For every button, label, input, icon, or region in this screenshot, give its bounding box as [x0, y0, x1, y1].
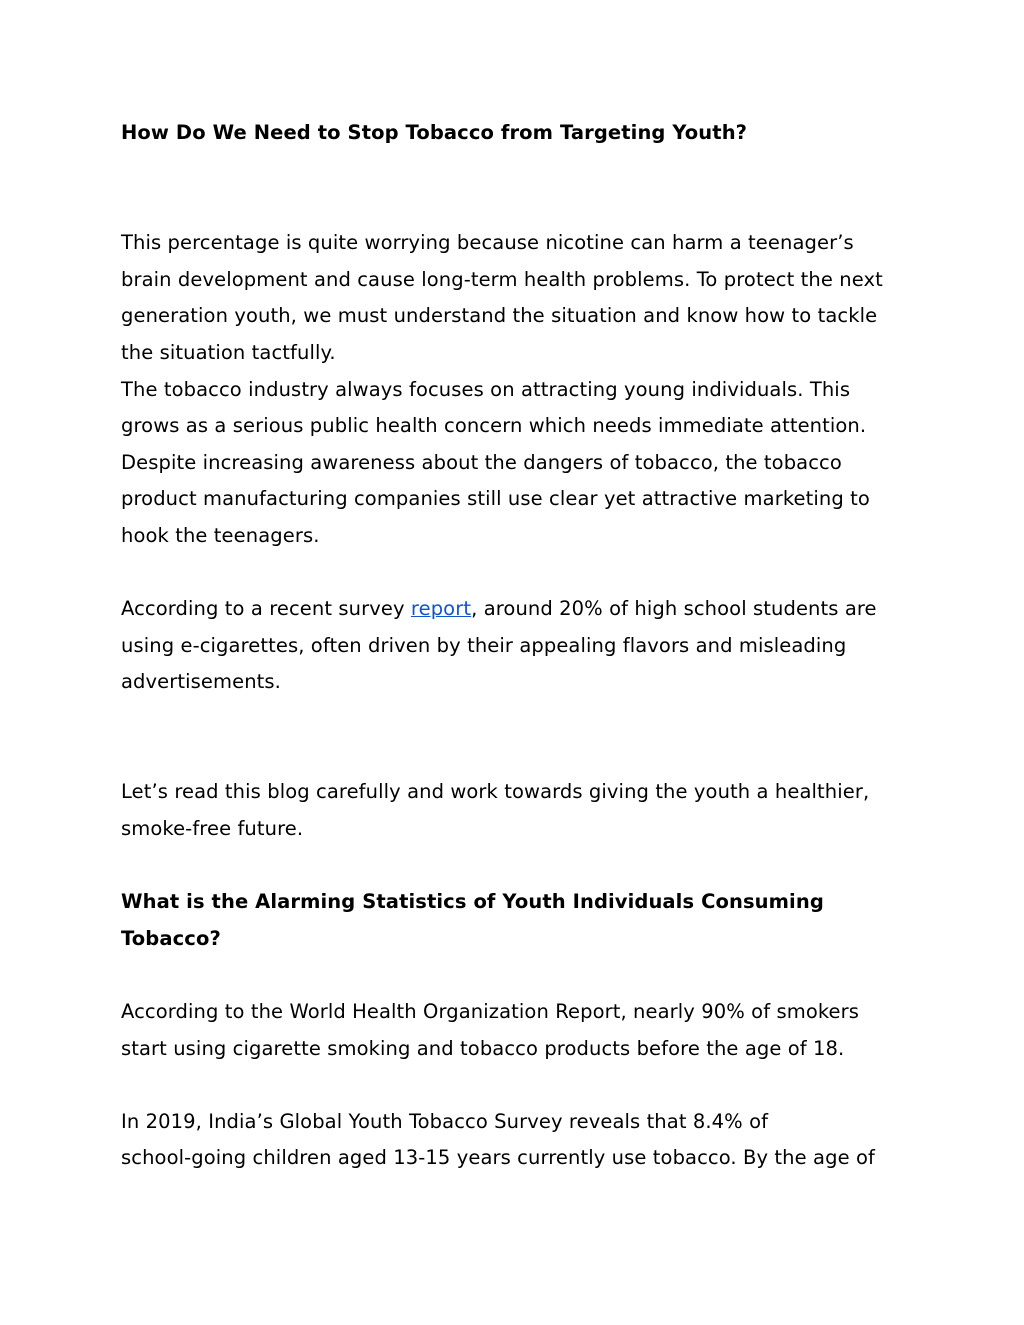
text-line-with-link [121, 597, 877, 621]
text-line: According to the World Health Organization Report, nearly 90% of smokers [121, 1000, 860, 1023]
text-line: Despite increasing awareness about the dangers of tobacco, the tobacco [121, 451, 842, 474]
text-line: using e-cigarettes, often driven by their appealing flavors and misleading [121, 634, 847, 657]
report-link[interactable]: report [410, 597, 472, 620]
text-line: generation youth, we must understand the situation and know how to tackle [121, 304, 878, 327]
text-line: brain development and cause long-term health problems. To protect the next [121, 268, 883, 291]
heading-line: What is the Alarming Statistics of Youth Individuals Consuming [121, 890, 824, 913]
text-line: smoke-free future. [121, 817, 304, 840]
text-line: Let’s read this blog carefully and work towards giving the youth a healthier, [121, 780, 870, 803]
document-title: How Do We Need to Stop Tobacco from Targeting Youth? [121, 121, 748, 144]
text-line: This percentage is quite worrying because nicotine can harm a teenager’s [121, 231, 854, 254]
text-line: hook the teenagers. [121, 524, 320, 547]
text-line: In 2019, India’s Global Youth Tobacco Survey reveals that 8.4% of [121, 1110, 769, 1133]
text-segment: , around 20% of high school students are [471, 597, 877, 620]
text-line: school-going children aged 13-15 years currently use tobacco. By the age of [121, 1146, 875, 1169]
text-line: advertisements. [121, 670, 281, 693]
text-line: product manufacturing companies still use clear yet attractive marketing to [121, 487, 870, 510]
heading-line: Tobacco? [121, 927, 221, 950]
text-line: the situation tactfully. [121, 341, 336, 364]
text-line: start using cigarette smoking and tobacco products before the age of 18. [121, 1037, 845, 1060]
text-segment: According to a recent survey [121, 597, 411, 620]
text-line: grows as a serious public health concern which needs immediate attention. [121, 414, 867, 437]
text-line: The tobacco industry always focuses on attracting young individuals. This [121, 378, 851, 401]
